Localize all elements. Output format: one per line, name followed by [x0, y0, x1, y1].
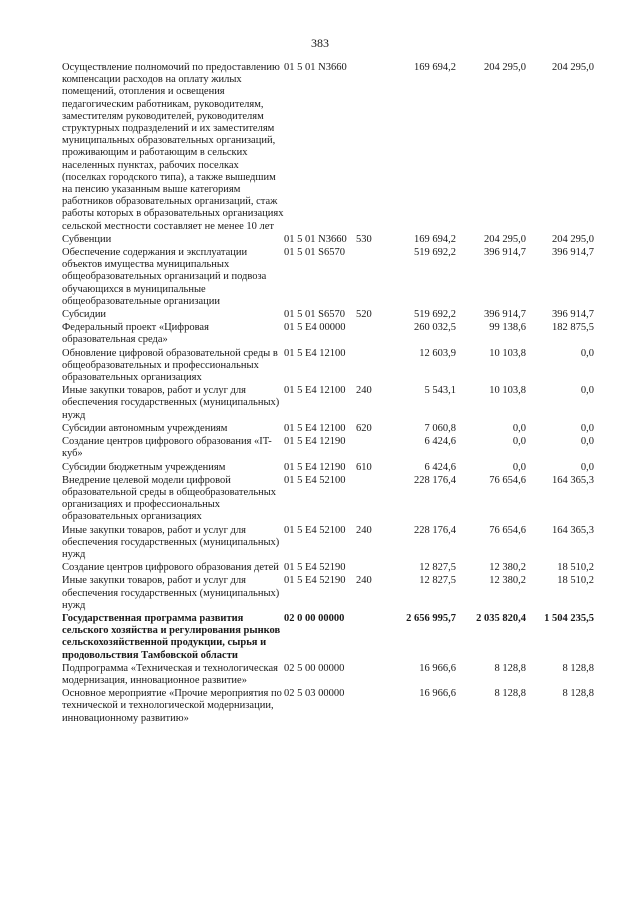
row-amount-year-2: 10 103,8 — [489, 347, 526, 359]
page-number: 383 — [311, 36, 329, 50]
row-expense-type — [356, 475, 384, 525]
row-amount-year-1: 2 656 995,7 — [406, 612, 456, 624]
row-amount-year-2: 76 654,6 — [489, 524, 526, 536]
row-name: Иные закупки товаров, работ и услуг для обеспечения государственных (муниципальных) нужд — [62, 575, 280, 611]
row-expense-type: 610 — [356, 461, 372, 473]
row-name: Иные закупки товаров, работ и услуг для обеспечения государственных (муниципальных) нужд — [62, 524, 280, 560]
row-amount-year-2: 2 035 820,4 — [476, 612, 526, 624]
row-name: Создание центров цифрового образования «IT-куб» — [62, 436, 272, 460]
row-amount-year-1: 519 692,2 — [414, 309, 456, 321]
row-expense-type — [356, 613, 384, 663]
row-amount-year-2: 204 295,0 — [484, 62, 526, 73]
row-name: Федеральный проект «Цифровая образовательная среда» — [62, 322, 209, 346]
row-amount-year-3: 8 128,8 — [562, 662, 594, 674]
row-amount-year-3: 164 365,3 — [552, 524, 594, 536]
table-row — [62, 462, 594, 475]
table-row — [62, 663, 594, 688]
row-amount-year-2: 76 654,6 — [489, 474, 526, 486]
row-name: Иные закупки товаров, работ и услуг для обеспечения государственных (муниципальных) нужд — [62, 385, 280, 421]
row-code: 01 5 01 N3660 — [284, 233, 347, 245]
row-amount-year-1: 16 966,6 — [419, 662, 456, 674]
row-amount-year-3: 396 914,7 — [552, 247, 594, 259]
row-expense-type — [356, 322, 384, 347]
row-code: 02 0 00 00000 — [284, 612, 345, 624]
row-amount-year-2: 396 914,7 — [484, 309, 526, 321]
row-expense-type — [356, 247, 384, 309]
table-row — [62, 475, 594, 525]
row-expense-type — [356, 436, 384, 461]
row-name: Создание центров цифрового образования детей — [62, 562, 279, 574]
row-amount-year-1: 7 060,8 — [424, 422, 456, 434]
row-amount-year-2: 8 128,8 — [494, 662, 526, 674]
row-expense-type: 240 — [356, 385, 372, 397]
row-amount-year-1: 6 424,6 — [424, 436, 456, 448]
row-code: 01 5 E4 00000 — [284, 322, 346, 334]
row-amount-year-1: 5 543,1 — [424, 385, 456, 397]
row-amount-year-3: 0,0 — [580, 347, 594, 359]
row-name: Основное мероприятие «Прочие мероприятия по технической и технологической модернизации, инновационному развитию» — [62, 688, 282, 724]
row-code: 01 5 E4 52190 — [284, 562, 346, 574]
row-amount-year-3: 204 295,0 — [552, 62, 594, 73]
row-amount-year-3: 182 875,5 — [552, 322, 594, 334]
row-amount-year-2: 99 138,6 — [489, 322, 526, 334]
row-amount-year-3: 396 914,7 — [552, 309, 594, 321]
row-amount-year-1: 12 827,5 — [419, 562, 456, 574]
row-amount-year-2: 8 128,8 — [494, 688, 526, 700]
row-expense-type — [356, 562, 384, 575]
row-code: 01 5 E4 12190 — [284, 461, 346, 473]
row-amount-year-1: 12 603,9 — [419, 347, 456, 359]
row-expense-type: 520 — [356, 309, 372, 321]
row-code: 01 5 01 S6570 — [284, 309, 345, 321]
row-amount-year-2: 204 295,0 — [484, 233, 526, 245]
row-name: Подпрограмма «Техническая и технологическая модернизация, инновационное развитие» — [62, 662, 278, 686]
row-amount-year-1: 519 692,2 — [414, 247, 456, 259]
table-row — [62, 525, 594, 563]
table-row — [62, 309, 594, 322]
budget-table — [62, 62, 594, 726]
table-row — [62, 688, 594, 726]
row-code: 01 5 E4 12100 — [284, 385, 346, 397]
table-row — [62, 613, 594, 663]
row-amount-year-1: 12 827,5 — [419, 575, 456, 587]
row-code: 01 5 E4 52190 — [284, 575, 346, 587]
row-amount-year-3: 0,0 — [580, 461, 594, 473]
row-amount-year-1: 169 694,2 — [414, 233, 456, 245]
row-amount-year-1: 16 966,6 — [419, 688, 456, 700]
row-expense-type — [356, 348, 384, 386]
row-amount-year-1: 228 176,4 — [414, 524, 456, 536]
row-code: 01 5 E4 52100 — [284, 474, 346, 486]
table-row — [62, 562, 594, 575]
row-expense-type — [356, 62, 384, 234]
row-name: Субвенции — [62, 233, 112, 245]
row-amount-year-3: 164 365,3 — [552, 474, 594, 486]
row-name: Государственная программа развития сельского хозяйства и регулирования рынков сельскохозяйственной продукции, сырья и продовольствия Тамбовской области — [62, 612, 281, 661]
row-code: 01 5 E4 52100 — [284, 524, 346, 536]
row-name: Обеспечение содержания и эксплуатации объектов имущества муниципальных общеобразовательных организаций и подвоза обучающихся в муниципальные общеобразовательные организации — [62, 247, 267, 307]
row-expense-type — [356, 663, 384, 688]
row-expense-type: 620 — [356, 422, 372, 434]
row-amount-year-2: 396 914,7 — [484, 247, 526, 259]
row-name: Субсидии автономным учреждениям — [62, 422, 228, 434]
row-amount-year-1: 169 694,2 — [414, 62, 456, 73]
row-code: 02 5 03 00000 — [284, 688, 345, 700]
row-amount-year-2: 0,0 — [512, 461, 526, 473]
row-amount-year-3: 8 128,8 — [562, 688, 594, 700]
table-row — [62, 62, 594, 234]
table-row — [62, 423, 594, 436]
row-expense-type: 240 — [356, 524, 372, 536]
row-amount-year-1: 228 176,4 — [414, 474, 456, 486]
row-amount-year-2: 0,0 — [512, 422, 526, 434]
table-row — [62, 436, 594, 461]
table-row — [62, 385, 594, 423]
row-amount-year-2: 10 103,8 — [489, 385, 526, 397]
row-amount-year-2: 12 380,2 — [489, 575, 526, 587]
row-expense-type: 530 — [356, 233, 372, 245]
row-amount-year-3: 0,0 — [580, 385, 594, 397]
row-name: Внедрение целевой модели цифровой образовательной среды в общеобразовательных организациях и профессиональных образовательных организациях — [62, 474, 277, 523]
row-code: 02 5 00 00000 — [284, 662, 345, 674]
row-amount-year-3: 0,0 — [580, 422, 594, 434]
row-code: 01 5 E4 12100 — [284, 347, 346, 359]
row-amount-year-2: 0,0 — [512, 436, 526, 448]
row-expense-type: 240 — [356, 575, 372, 587]
row-code: 01 5 E4 12190 — [284, 436, 346, 448]
row-name: Субсидии бюджетным учреждениям — [62, 461, 226, 473]
row-amount-year-3: 18 510,2 — [557, 575, 594, 587]
row-name: Обновление цифровой образовательной среды в общеобразовательных и профессиональных образовательных организациях — [62, 347, 278, 384]
row-code: 01 5 01 S6570 — [284, 247, 345, 259]
row-amount-year-3: 204 295,0 — [552, 233, 594, 245]
budget-table-body — [62, 62, 594, 726]
row-amount-year-3: 1 504 235,5 — [544, 612, 594, 624]
row-name: Осуществление полномочий по предоставлению компенсации расходов на оплату жилых помещений, отопления и освещения педагогическим работникам, руководителям, заместителям руководителей, руководителям структурных подразделений и их заместителям муниципальных образовательных организаций, проживающим и работающим в сельских населенных пунктах, рабочих поселках (поселках городского типа), а также вышедшим на пенсию указанным выше категориям работников образовательных организаций, стаж работы которых в образовательных организациях сельской местности составляет не менее 10 лет — [62, 62, 284, 232]
row-name: Субсидии — [62, 309, 107, 321]
row-amount-year-3: 0,0 — [580, 436, 594, 448]
table-row — [62, 322, 594, 347]
table-row — [62, 234, 594, 247]
row-amount-year-2: 12 380,2 — [489, 562, 526, 574]
table-row — [62, 247, 594, 309]
table-row — [62, 348, 594, 386]
row-amount-year-1: 260 032,5 — [414, 322, 456, 334]
row-code: 01 5 E4 12100 — [284, 422, 346, 434]
row-amount-year-3: 18 510,2 — [557, 562, 594, 574]
row-amount-year-1: 6 424,6 — [424, 461, 456, 473]
row-code: 01 5 01 N3660 — [284, 62, 347, 73]
row-expense-type — [356, 688, 384, 726]
table-row — [62, 575, 594, 613]
